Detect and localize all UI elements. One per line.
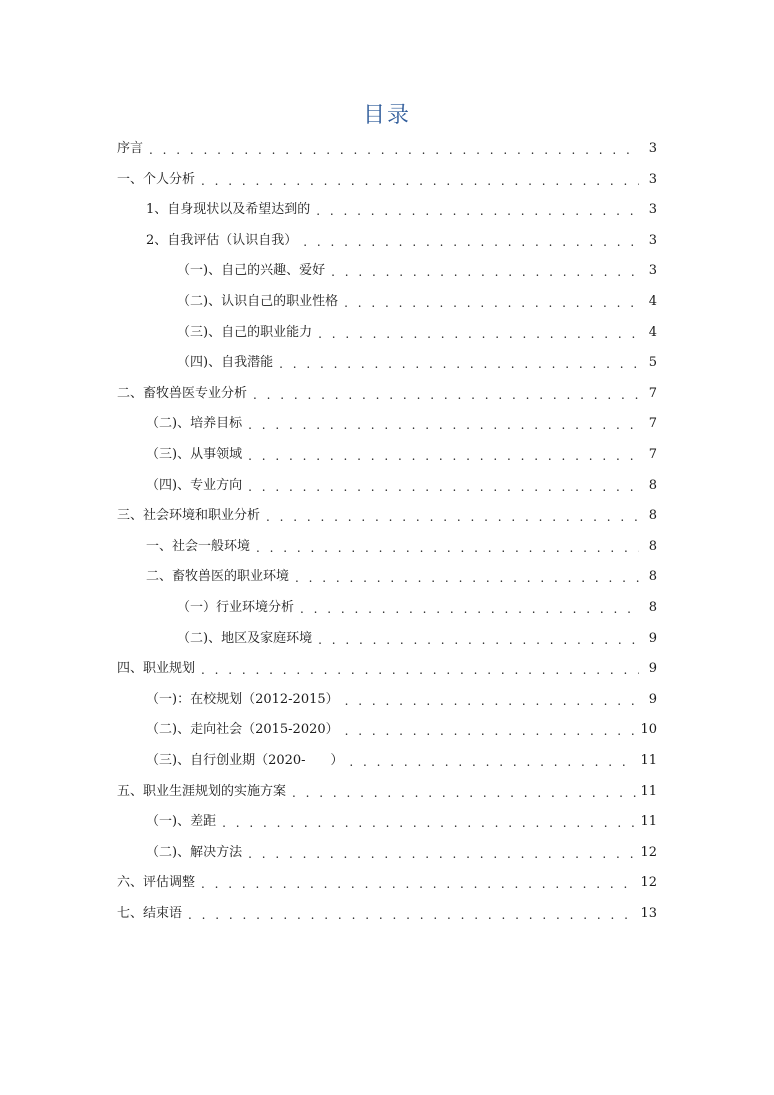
toc-entry[interactable]	[117, 779, 657, 801]
toc-entry-page: 5	[648, 355, 657, 371]
toc-entry-label: （二)、解决方法	[146, 844, 243, 860]
page-title: 目录	[362, 103, 411, 128]
toc-leader-dots	[345, 723, 637, 739]
toc-entry-label: （二)、走向社会（2015-2020）	[146, 722, 339, 738]
toc-entry[interactable]	[146, 228, 657, 250]
toc-entry[interactable]	[117, 136, 657, 158]
toc-entry-label: 五、职业生涯规划的实施方案	[117, 783, 287, 799]
toc-entry-label: 1、自身现状以及希望达到的	[146, 202, 311, 218]
toc-entry-page: 12	[640, 875, 657, 891]
toc-entry-label: 一、社会一般环境	[146, 538, 251, 554]
toc-entry[interactable]	[146, 717, 657, 739]
toc-entry-label: （一)、自己的兴趣、爱好	[177, 263, 326, 279]
toc-leader-dots	[248, 448, 639, 464]
toc-leader-dots	[295, 570, 639, 586]
toc-entry-label: 序言	[117, 141, 144, 156]
toc-entry-page: 3	[648, 171, 657, 187]
toc-entry-page: 11	[640, 814, 657, 830]
toc-entry[interactable]	[146, 564, 657, 586]
toc-entry[interactable]	[117, 870, 657, 892]
toc-entry[interactable]	[146, 473, 657, 495]
toc-leader-dots	[344, 295, 639, 311]
toc-entry-label: （四)、专业方向	[146, 477, 243, 493]
toc-entry[interactable]	[177, 595, 657, 617]
toc-leader-dots	[201, 662, 639, 678]
toc-entry-label: 七、结束语	[117, 906, 183, 921]
toc-leader-dots	[248, 479, 639, 495]
toc-entry-label: 六、评估调整	[117, 875, 196, 891]
toc-entry-label: （四)、自我潜能	[177, 355, 274, 371]
toc-entry-label: （一)：在校规划（2012-2015）	[146, 691, 339, 707]
toc-leader-dots	[303, 234, 639, 250]
toc-leader-dots	[256, 540, 639, 556]
toc-leader-dots	[318, 326, 639, 342]
toc-entry-label: 四、职业规划	[117, 661, 196, 677]
toc-entry-page: 3	[648, 141, 657, 156]
toc-entry[interactable]	[117, 503, 657, 525]
toc-leader-dots	[248, 417, 639, 433]
toc-entry[interactable]	[177, 289, 657, 311]
toc-entry-page: 7	[648, 385, 657, 401]
toc-entry[interactable]	[177, 350, 657, 372]
toc-entry-page: 9	[648, 661, 657, 677]
toc-entry-label: （一）行业环境分析	[177, 600, 295, 615]
toc-entry-label: （二)、培养目标	[146, 416, 243, 432]
toc-leader-dots	[345, 693, 639, 709]
toc-entry-page: 12	[640, 844, 657, 860]
toc-entry[interactable]	[117, 656, 657, 678]
toc-entry-page: 4	[648, 324, 657, 340]
toc-entry[interactable]	[146, 534, 657, 556]
toc-entry[interactable]	[146, 411, 657, 433]
toc-leader-dots	[318, 632, 639, 648]
toc-entry[interactable]	[146, 687, 657, 709]
toc-leader-dots	[201, 876, 636, 892]
toc-entry-page: 4	[648, 294, 657, 309]
toc-leader-dots	[279, 356, 639, 372]
toc-entry-page: 11	[640, 753, 657, 768]
toc-entry[interactable]	[146, 840, 657, 862]
toc-leader-dots	[188, 907, 636, 923]
toc-entry-page: 13	[640, 906, 657, 921]
toc-entry-label: （一)、差距	[146, 814, 217, 830]
toc-entry-page: 10	[640, 722, 657, 738]
toc-entry-label: 2、自我评估（认识自我）	[146, 232, 298, 248]
toc-entry-page: 7	[648, 447, 657, 462]
toc-leader-dots	[253, 387, 639, 403]
toc-leader-dots	[300, 601, 639, 617]
toc-leader-dots	[149, 142, 639, 158]
toc-leader-dots	[349, 754, 636, 770]
toc-entry[interactable]	[146, 809, 657, 831]
toc-entry-page: 8	[648, 569, 657, 585]
toc-leader-dots	[331, 264, 639, 280]
toc-entry-label: 一、个人分析	[117, 171, 196, 187]
toc-entry[interactable]	[177, 320, 657, 342]
toc-entry[interactable]	[117, 901, 657, 923]
toc-entry-page: 8	[648, 477, 657, 493]
toc-entry-page: 9	[648, 691, 657, 707]
toc-entry-label: （三)、自行创业期（2020- ）	[146, 753, 344, 768]
toc-leader-dots	[266, 509, 639, 525]
toc-entry-label: 三、社会环境和职业分析	[117, 508, 261, 524]
toc-entry[interactable]	[117, 381, 657, 403]
toc-leader-dots	[201, 173, 639, 189]
toc-entry-label: 二、畜牧兽医专业分析	[117, 385, 248, 401]
toc-entry-label: （二)、地区及家庭环境	[177, 630, 313, 646]
toc-leader-dots	[248, 846, 636, 862]
toc-entry[interactable]	[177, 258, 657, 280]
toc-entry-label: 二、畜牧兽医的职业环境	[146, 569, 290, 585]
toc-entry[interactable]	[146, 442, 657, 464]
toc-entry-page: 8	[648, 538, 657, 554]
toc-entry-page: 8	[648, 508, 657, 524]
toc-leader-dots	[316, 203, 639, 219]
toc-entry[interactable]	[177, 626, 657, 648]
toc-entry-label: （二)、认识自己的职业性格	[177, 294, 339, 309]
toc-leader-dots	[222, 815, 636, 831]
toc-entry-page: 9	[648, 630, 657, 646]
toc-leader-dots	[292, 785, 636, 801]
toc-entry-page: 7	[648, 416, 657, 432]
toc-entry-label: （三)、从事领域	[146, 447, 243, 462]
toc-entry-page: 3	[648, 232, 657, 248]
toc-entry-page: 3	[648, 263, 657, 279]
toc-entry[interactable]	[117, 167, 657, 189]
toc-entry-label: （三)、自己的职业能力	[177, 324, 313, 340]
toc-entry-page: 3	[648, 202, 657, 218]
toc-entry[interactable]	[146, 748, 657, 770]
toc-entry[interactable]	[146, 197, 657, 219]
toc-entry-page: 8	[648, 600, 657, 615]
toc-entry-page: 11	[640, 783, 657, 799]
